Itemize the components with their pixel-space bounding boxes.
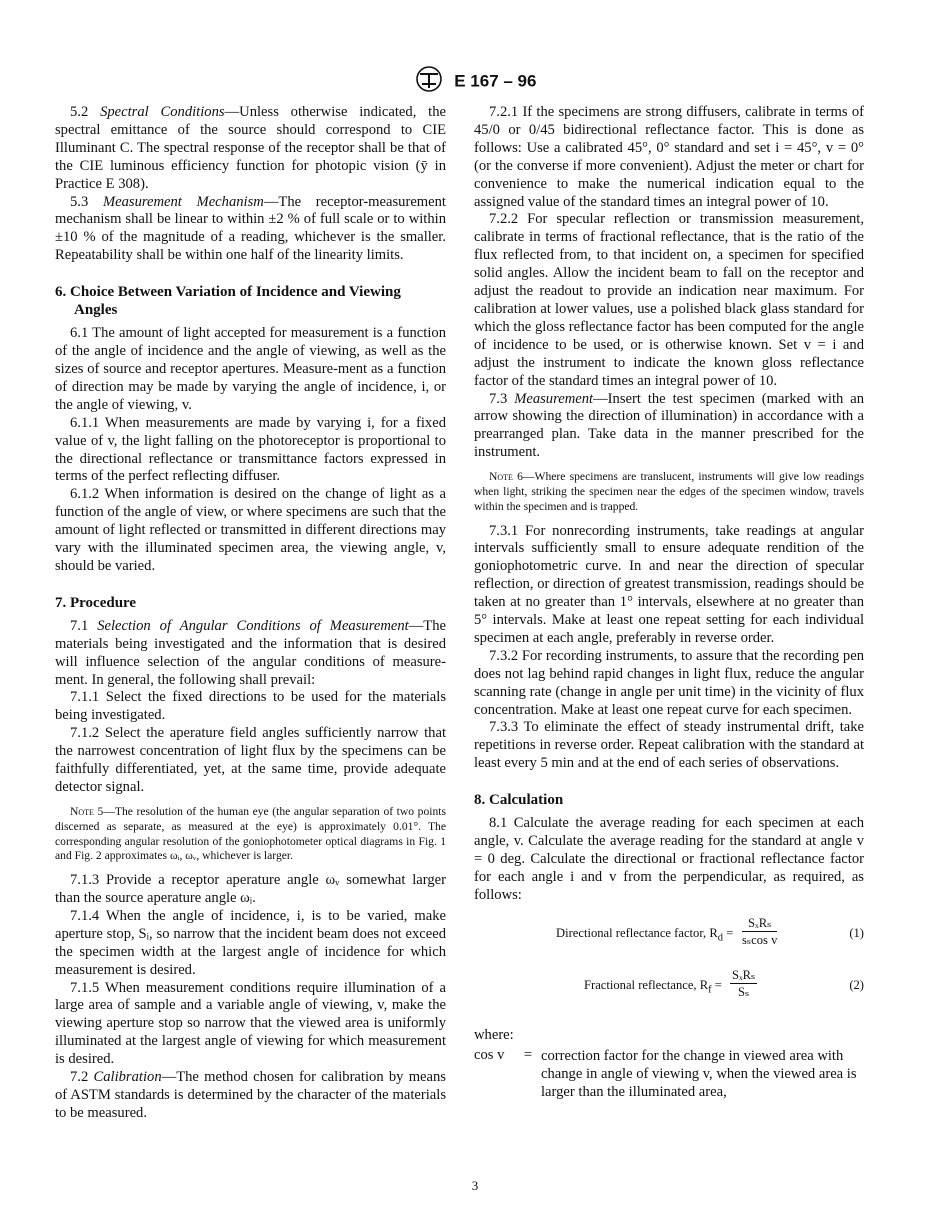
where-block — [474, 1027, 864, 1101]
section-5-3: 5.3 Measurement Mechanism—The receptor-measurement mechanism shall be linear to within ±2 % of full scale or to within ±10 % of the magnitude of a reading, whichever is the smaller. Repeatability shall be within one half of the linearity limits. — [55, 193, 446, 264]
section-7-2: 7.2 Calibration—The method chosen for calibration by means of ASTM standards is determined by the character of the materials to be measured. — [55, 1069, 446, 1121]
heading-section-7: 7. Procedure — [55, 594, 137, 611]
section-7-1-4: 7.1.4 When the angle of incidence, i, is to be varied, make aperture stop, Sᵢ, so narrow that the incident beam does not exceed the specimen width at the largest angle of incidence for which measurement is desired. — [55, 907, 446, 978]
equation-1: Directional reflectance factor, $R_d$ = SₓRₛ sₛcos v (1) — [556, 915, 864, 947]
section-7-1: 7.1 Selection of Angular Conditions of Measurement—The materials being investigated and the information that is desired will influence selection of the angular conditions of measure-ment. In general, the following shall prevail: — [55, 617, 446, 688]
section-5-2: 5.2 Spectral Conditions—Unless otherwise indicated, the spectral emittance of the source should correspond to CIE Illuminant C. The spectral response of the receptor shall be that of the CIE luminous efficiency function for photopic vision (ȳ in Practice E 308). — [55, 104, 446, 192]
section-7-1-2: 7.1.2 Select the aperature field angles sufficiently narrow that the narrowest concentration of light flux by the specimens can be faithfully differentiated, yet, at the same time, provide adequate detector signal. — [55, 725, 446, 795]
left-column — [55, 104, 446, 1123]
right-column — [474, 104, 864, 1101]
where-description: correction factor for the change in viewed area with change in angle of viewing v, when the viewed area is larger than the illuminated area, — [541, 1047, 857, 1100]
page-header — [0, 66, 950, 97]
section-7-1-5: 7.1.5 When measurement conditions require illumination of a large area of sample and a variable angle of viewing, v, make the viewing aperture stop so narrow that the viewed area is uniformly illuminated at the largest angle of viewing for which measurement is desired. — [55, 979, 446, 1068]
section-7-1-1: 7.1.1 Select the fixed directions to be used for the materials being investigated. — [55, 689, 446, 724]
where-definition: cos v = correction factor for the change in viewed area with change in angle of viewing v, when the viewed area is larger than the illuminated area, — [474, 1047, 864, 1101]
heading-section-8: 8. Calculation — [474, 792, 564, 809]
section-6-1: 6.1 The amount of light accepted for measurement is a function of the angle of incidence and the angle of viewing, as well as the sizes of source and receptor apertures. Measure-ment as a function of direction may be made by varying the angle of incidence, i, or the angle of viewing, v. — [55, 325, 446, 413]
equation-1-lhs: Directional reflectance factor, R — [556, 925, 718, 940]
section-7-1-3: 7.1.3 Provide a receptor aperature angle ωᵥ somewhat larger than the source aperature angle ωᵢ. — [55, 872, 446, 906]
equation-2-number: (2) — [849, 977, 864, 992]
where-symbol: cos v — [474, 1046, 505, 1063]
astm-logo-icon — [414, 66, 444, 97]
equation-2-fraction: SₓRₛ Sₛ — [732, 967, 756, 999]
heading-section-6: 6. Choice Between Variation of Incidence and Viewing Angles — [55, 284, 401, 319]
section-7-2-2: 7.2.2 For specular reflection or transmission measurement, calibrate in terms of fractional reflectance, that is the ratio of the flux reflected from, to that incident on, a specimen for specified solid angles. Allow the incident beam to fall on the receptor and adjust the readout to provide an indication near maximum. For calibration at lower values, use a polished black glass standard for which the gloss reflectance factor has been computed for the angle of incidence to be used, or is otherwise known. Set v = i and adjust the instrument to indicate the known gloss reflectance factor of the standard times an integral power of 10. — [474, 211, 864, 389]
section-7-2-1: 7.2.1 If the specimens are strong diffusers, calibrate in terms of 45/0 or 0/45 bidirectional reflectance factor. This is done as follows: Use a calibrated 45°, 0° standard and set i = 45°, v = 0° (or the converse if more convenient). Adjust the meter or chart for convenience to make the numerical indication equal to the assigned value of the standard times an integral power of 10. — [474, 104, 864, 210]
note-6: Note 6—Where specimens are translucent, instruments will give low readings when light, striking the specimen near the edges of the specimen window, travels within the specimen and is trapped. — [474, 470, 864, 513]
page-number: 3 — [471, 1178, 479, 1193]
section-7-3-3: 7.3.3 To eliminate the effect of steady instrumental drift, take repetitions in reverse order. Repeat calibration with the standard at least every 5 min and at the end of each series of observations. — [474, 719, 864, 772]
standard-designation: E 167 – 96 — [454, 71, 537, 91]
equation-2-lhs: Fractional reflectance, R — [584, 977, 709, 992]
section-8-1: 8.1 Calculate the average reading for each specimen at each angle, v. Calculate the average reading for the standard at angle v = 0 deg. Calculate the directional or fractional reflectance factor for each angle i and v from the perpendicular, as required, as follows: — [474, 815, 864, 903]
equation-2: Fractional reflectance, $R_f$ = SₓRₛ Sₛ (2) — [584, 967, 864, 999]
where-label: where: — [474, 1026, 514, 1043]
equation-1-number: (1) — [849, 925, 864, 940]
section-7-3-1: 7.3.1 For nonrecording instruments, take readings at angular intervals sufficiently small to ensure adequate rendition of the goniophotometric curve. In and near the direction of specular reflection, or direction of greatest transmission, readings should be taken at no greater than 1° intervals, elsewhere at no greater than 5° intervals. Make at least one repeat setting for each individual specimen at each angle, preferably in reverse order. — [474, 522, 864, 646]
note-5: Note 5—The resolution of the human eye (the angular separation of two points discerned as separate, as measured at the eye) is approximately 0.01°. The corresponding angular resolution of the goniophotometer optical diagrams in Fig. 1 and Fig. 2 approximates ωᵢ, ωᵥ, whichever is larger. — [55, 804, 446, 863]
section-7-3-2: 7.3.2 For recording instruments, to assure that the recording pen does not lag behind rapid changes in light flux, reduce the angular scanning rate (change in angle per unit time) in the vicinity of flux concentration. Make at least one repeat curve for each specimen. — [474, 647, 864, 718]
section-6-1-1: 6.1.1 When measurements are made by varying i, for a fixed value of v, the light falling on the photoreceptor is proportional to the directional reflectance or transmittance factors expressed in terms of the perfect reflecting diffuser. — [55, 414, 446, 485]
section-6-1-2: 6.1.2 When information is desired on the change of light as a function of the angle of view, or where specimens are such that the amount of light reflected or transmitted in different directions may vary with the illuminated specimen area, the viewing angle, v, should be varied. — [55, 486, 446, 574]
section-7-3: 7.3 Measurement—Insert the test specimen (marked with an arrow showing the direction of illumination) in accordance with a prearranged plan. Take data in the manner prescribed for the instrument. — [474, 390, 864, 461]
equation-1-fraction: SₓRₛ sₛcos v — [742, 915, 778, 947]
